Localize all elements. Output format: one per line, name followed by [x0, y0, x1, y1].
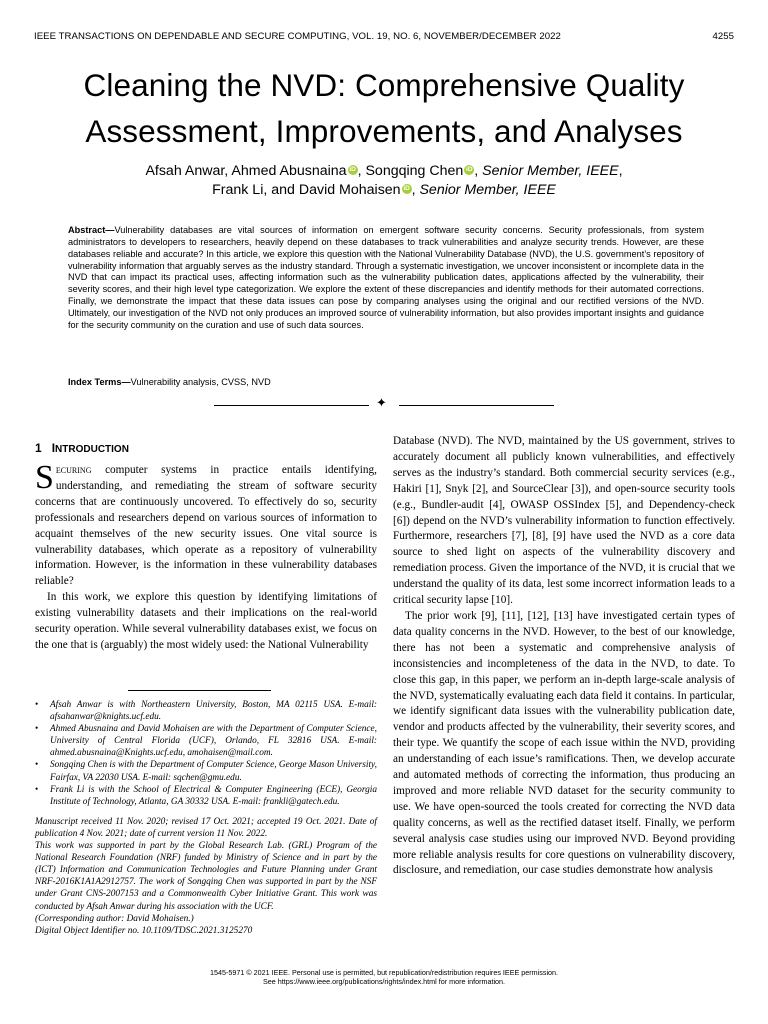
diamond-star-icon: ✦ — [376, 396, 387, 411]
author-line-2 — [20, 181, 748, 200]
author-role: Senior Member, IEEE — [482, 163, 619, 179]
intro-paragraph-2: In this work, we explore this question by identifying limitations of existing vulnerability datasets and their implications on the real-world security operation. While several vulnerability databases exist, we focus on the one that is (arguably) the most widely used: the National Vulnerability — [35, 591, 377, 651]
affiliation-item — [35, 784, 377, 808]
author-role: Senior Member, IEEE — [419, 182, 556, 198]
author-songqing: , Songqing Chen — [357, 163, 464, 179]
manuscript-info — [35, 816, 377, 937]
affiliation-text: Songqing Chen is with the Department of Computer Science, George Mason University, Fairfax, VA 22030 USA. E-mail: sqchen@gmu.edu. — [50, 760, 377, 783]
index-terms-text: Vulnerability analysis, CVSS, NVD — [130, 377, 271, 387]
author-line-1 — [20, 162, 748, 181]
funding-note: This work was supported in part by the Global Research Lab. (GRL) Program of the National Research Foundation (NRF) funded by Ministry of Science and in part by the (ICT) Information and Communication Technologies and Future Planning under Grant NRF-2016K1A1A2912757. The work of Songqing Chen was supported in part by the NSF under Grant CNS-2007153 and a Commonwealth Cyber Initiative Grant. This work was conducted by Afsah Anwar during his association with the UCF. — [35, 841, 377, 912]
bullet-icon: • — [35, 724, 39, 735]
abstract-text: Vulnerability databases are vital sources of information on emergent software security concerns. Security professionals, from system administrators to developers to researchers, heavily depend on these databases to track vulnerabilities and analyze security trends. However, are these databases reliable and accurate? In this article, we explore this question with the National Vulnerability Database (NVD), the U.S. government’s repository of vulnerability information that arguably serves as the industry standard. Through a systematic investigation, we uncover inconsistent or incomplete data in the NVD that can impact its practical uses, affecting information such as the vulnerability publication dates, applications affected by the vulnerability, their severity scores, and their high level type categorization. We explore the extent of these discrepancies and identify methods for their automated corrections. Finally, we demonstrate the impact that these data issues can pose by comparing analyses using the original and our rectified versions of the NVD. Ultimately, our investigation of the NVD not only produces an improved source of vulnerability information, but also provides important insights and guidance for the security community on the curation and use of such data sources. — [68, 225, 704, 330]
bullet-icon: • — [35, 700, 39, 710]
page-number: 4255 — [712, 31, 734, 42]
section-title-rest: NTRODUCTION — [55, 444, 129, 455]
bullet-icon: • — [35, 784, 39, 795]
separator: , — [411, 182, 420, 198]
section-heading-introduction — [35, 440, 377, 458]
bullet-icon: • — [35, 760, 39, 771]
orcid-icon[interactable]: iD — [466, 166, 473, 173]
footnote-rule — [128, 690, 271, 691]
intro-paragraph-3: The prior work [9], [11], [12], [13] have investigated certain types of data quality concerns in the NVD. However, to the best of our knowledge, there has not been a systematic and comprehensive analysis of inconsistencies and incompleteness of the data in the NVD, to date. To close this gap, in this paper, we perform an in-depth large-scale analysis of the NVD, systematically evaluating each data field it contains. In particular, we identify significant data issues with the vulnerability publication date, vendor and products affected by the vulnerability, their severity scores, and their type. We quantify the scope of each issue within the NVD, providing an understanding of each issue’s ramifications. Then, we develop accurate and automated methods of correcting the information, thus producing an improved and more reliable NVD dataset for the security community to use. We have open-sourced the tools created for correcting the NVD data quality concerns, as well as the rectified dataset itself. Finally, we perform several analysis case studies using our improved NVD. Beyond providing more reliable analysis results for core questions on vulnerability discovery, disclosure, and remediation, our case studies demonstrate how analysis — [393, 609, 735, 877]
paper-title — [20, 62, 748, 154]
author-list — [20, 162, 748, 200]
affiliation-text: Ahmed Abusnaina and David Mohaisen are with the Department of Computer Science, University of Central Florida (UCF), Orlando, FL 32816 USA. E-mail: ahmed.abusnaina@Knights.ucf.edu, amohaisen@mail.com. — [50, 724, 377, 759]
affiliation-list — [35, 699, 377, 808]
intro-p1-text: computer systems in practice entails identifying, understanding, and remediating the stream of software security concerns that are continuously uncovered. To effectively do so, security professionals and researchers depend on various sources of information to acquaint themselves of the new security issues. One vital source is vulnerability databases, which operate as a repository of vulnerability information. However, is the information in these vulnerability databases reliable? — [35, 464, 377, 588]
intro-paragraph-2-continued: Database (NVD). The NVD, maintained by the US government, strives to accurately document all publicly known vulnerabilities, and effectively serves as the industry’s standard. Both commercial security services (e.g., Hakiri [1], Snyk [2], and SourceClear [3]), and open-source security tools (e.g., Bundler-audit [4], OWASP OSSIndex [5], and Dependency-check [6]) depend on the NVD’s vulnerability information to function effectively. Furthermore, researchers [7], [8], [9] have used the NVD as a core data source to shed light on aspects of the vulnerability discovery and remediation process. Given the importance of the NVD, it is crucial that we understand the quality of its data, lest some incorrect information leads to a critical security lapse [10]. — [393, 435, 735, 607]
corresponding-author: (Corresponding author: David Mohaisen.) — [35, 913, 194, 924]
index-terms-label: Index Terms— — [68, 377, 131, 387]
orcid-icon[interactable]: iD — [403, 185, 410, 192]
manuscript-dates: Manuscript received 11 Nov. 2020; revised 17 Oct. 2021; accepted 19 Oct. 2021. Date of publication 4 Nov. 2021; date of current version 11 Nov. 2022. — [35, 816, 377, 839]
section-title-initial: I — [51, 441, 56, 455]
footnotes — [35, 699, 377, 937]
affiliation-item — [35, 699, 377, 723]
intro-first-word: ecuring — [55, 464, 92, 476]
journal-citation: IEEE TRANSACTIONS ON DEPENDABLE AND SECURE COMPUTING, VOL. 19, NO. 6, NOVEMBER/DECEMBER 2022 — [34, 31, 561, 42]
section-divider — [214, 398, 554, 412]
affiliation-text: Afsah Anwar is with Northeastern University, Boston, MA 02115 USA. E-mail: afsahanwar@knights.ucf.edu. — [50, 700, 377, 723]
abstract — [68, 225, 704, 332]
separator: , — [618, 163, 623, 179]
index-terms — [68, 377, 271, 387]
divider-line-left — [214, 405, 369, 406]
title-line-1: Cleaning the NVD: Comprehensive Quality — [83, 67, 685, 103]
affiliation-item — [35, 759, 377, 783]
separator: , — [474, 163, 483, 179]
drop-cap: S — [35, 459, 54, 496]
right-column — [393, 434, 735, 879]
affiliation-item — [35, 723, 377, 759]
divider-line-right — [399, 405, 554, 406]
left-column — [35, 434, 377, 654]
author-names-2: Frank Li, and David Mohaisen — [212, 182, 401, 198]
section-number: 1 — [35, 441, 42, 455]
copyright-notice — [0, 968, 768, 986]
copyright-line-2: See https://www.ieee.org/publications/rights/index.html for more information. — [262, 977, 506, 986]
title-line-2: Assessment, Improvements, and Analyses — [85, 113, 683, 149]
abstract-label: Abstract— — [68, 225, 115, 235]
orcid-icon[interactable]: iD — [349, 166, 356, 173]
doi: Digital Object Identifier no. 10.1109/TDSC.2021.3125270 — [35, 925, 253, 936]
author-names-1: Afsah Anwar, Ahmed Abusnaina — [145, 163, 347, 179]
copyright-line-1: 1545-5971 © 2021 IEEE. Personal use is permitted, but republication/redistribution requires IEEE permission. — [209, 968, 559, 977]
running-header — [34, 31, 734, 45]
affiliation-text: Frank Li is with the School of Electrical & Computer Engineering (ECE), Georgia Institute of Technology, Atlanta, GA 30332 USA. E-mail: frankli@gatech.edu. — [50, 784, 377, 807]
intro-paragraph-1 — [35, 459, 377, 590]
